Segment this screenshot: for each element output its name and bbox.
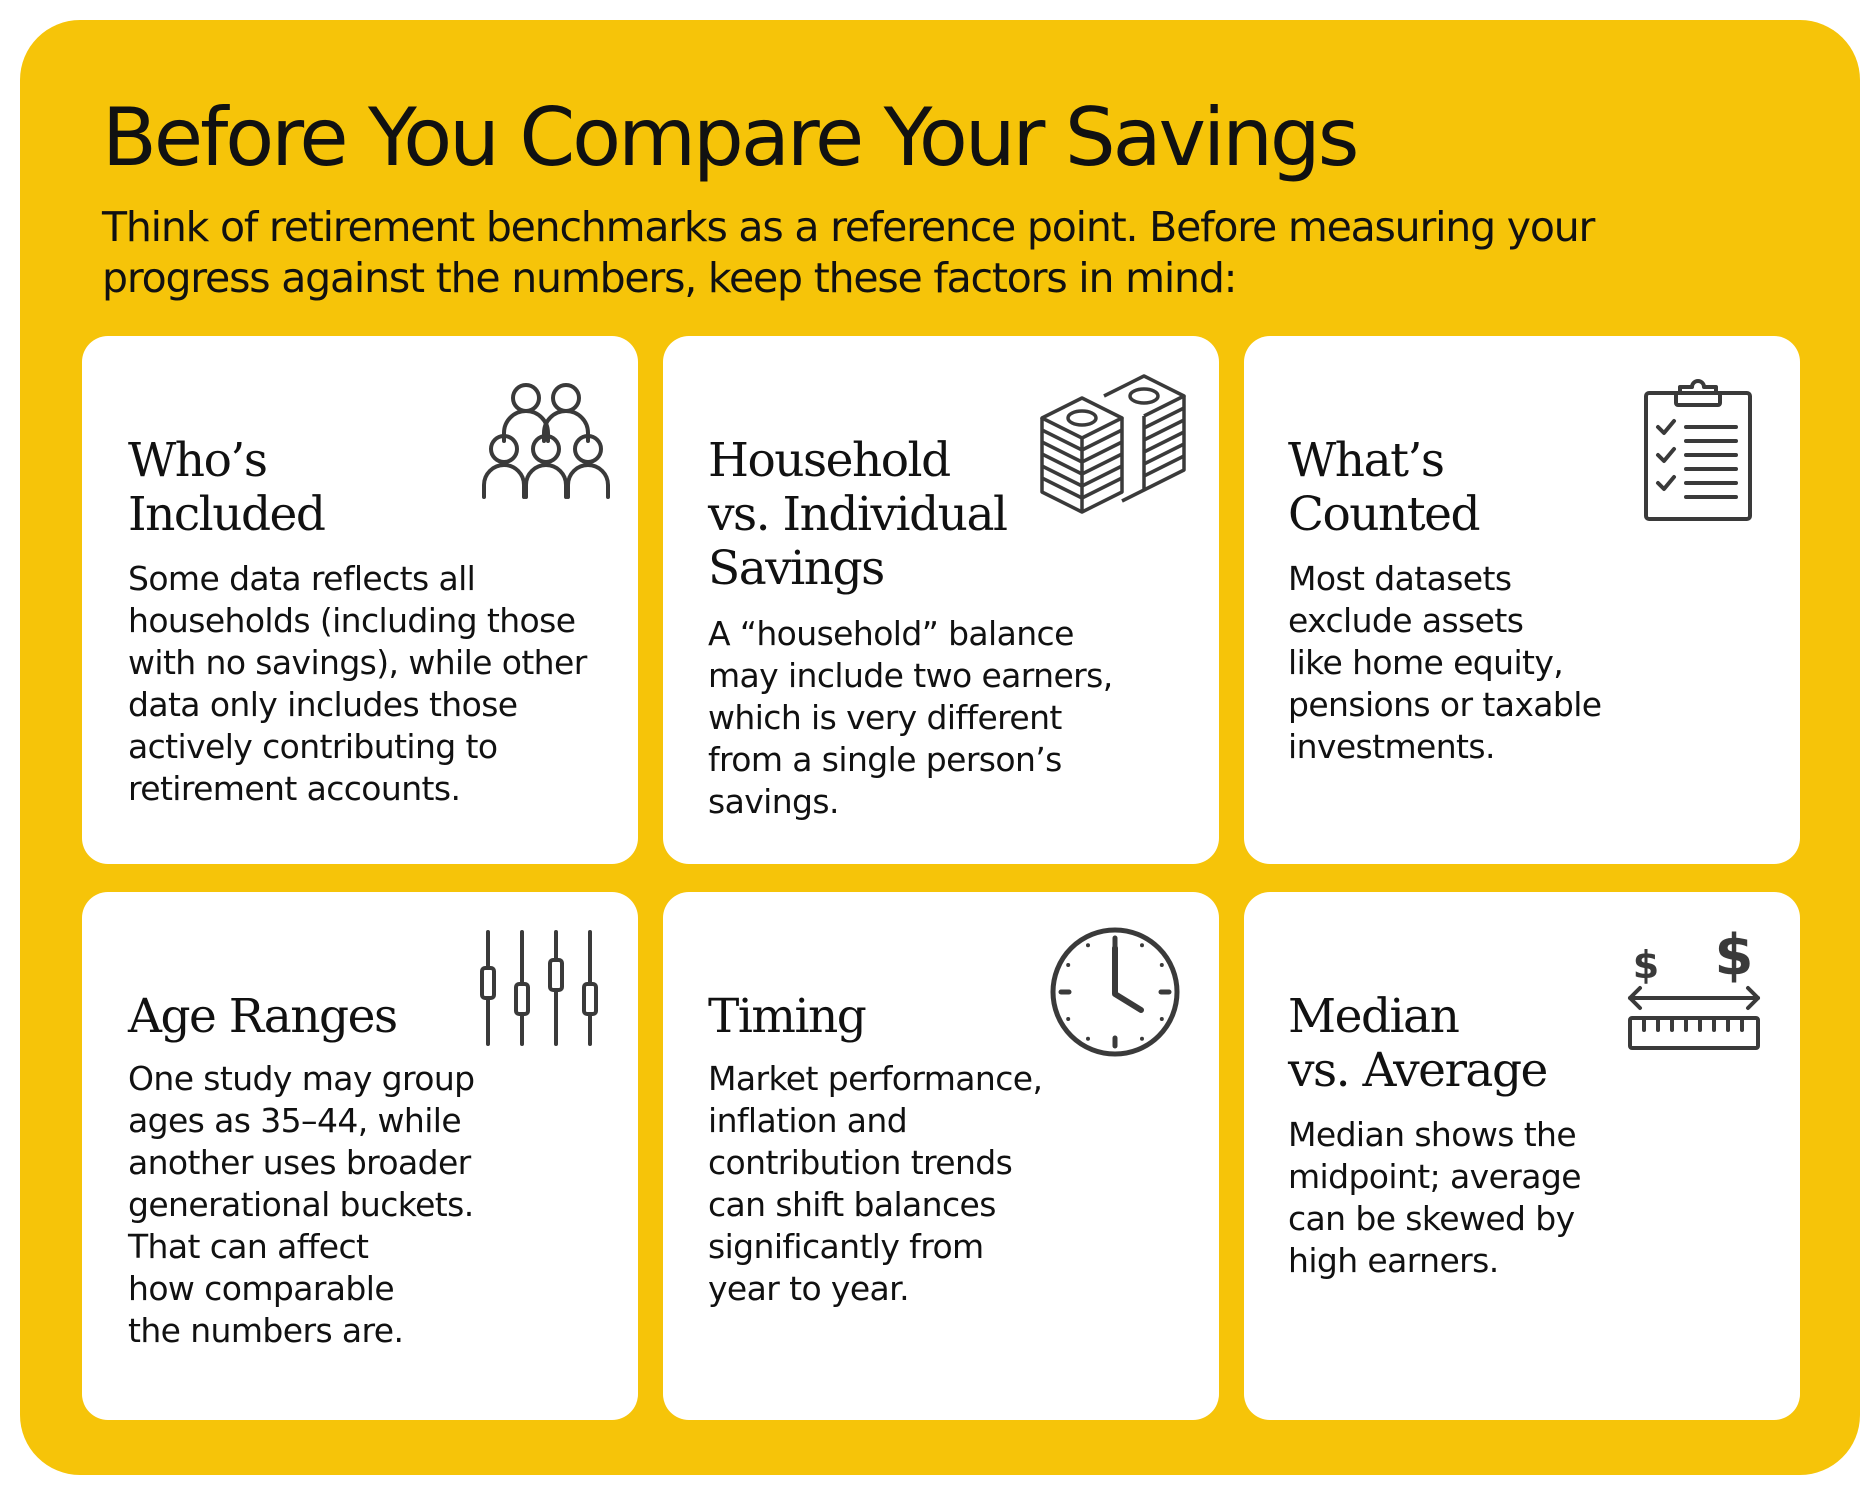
range-sliders-icon bbox=[474, 930, 606, 1046]
page-title: Before You Compare Your Savings bbox=[102, 91, 1357, 184]
card-body-line: significantly from bbox=[708, 1227, 984, 1266]
card-median-vs-average bbox=[1244, 892, 1800, 1420]
card-body-line: generational buckets. bbox=[128, 1185, 474, 1224]
card-body-line: Some data reflects all bbox=[128, 559, 476, 598]
card-body-line: inflation and bbox=[708, 1101, 908, 1140]
card-body-line: savings. bbox=[708, 782, 839, 821]
card-title-line: What’s bbox=[1288, 433, 1444, 488]
small-dollar-label: $ bbox=[1632, 943, 1660, 987]
card-body bbox=[1288, 558, 1602, 768]
clipboard-checklist-icon bbox=[1642, 379, 1754, 523]
card-body-line: Market performance, bbox=[708, 1059, 1043, 1098]
card-body-line: which is very different bbox=[708, 698, 1062, 737]
clock-icon bbox=[1049, 926, 1181, 1058]
card-body-line: how comparable bbox=[128, 1269, 395, 1308]
card-body-line: contribution trends bbox=[708, 1143, 1013, 1182]
card-body-line: Median shows the bbox=[1288, 1115, 1577, 1154]
card-body-line: from a single person’s bbox=[708, 740, 1062, 779]
card-whats-counted bbox=[1244, 336, 1800, 864]
card-body-line: A “household” balance bbox=[708, 614, 1074, 653]
card-title bbox=[708, 434, 1007, 596]
card-body bbox=[1288, 1114, 1581, 1282]
card-age-ranges bbox=[82, 892, 638, 1420]
card-timing bbox=[663, 892, 1219, 1420]
card-body bbox=[128, 558, 587, 810]
card-title bbox=[128, 434, 324, 542]
card-title-line: Median bbox=[1288, 989, 1459, 1044]
money-stack-icon bbox=[1038, 374, 1188, 514]
card-title-line: Timing bbox=[708, 989, 866, 1044]
card-title-line: vs. Average bbox=[1288, 1043, 1547, 1098]
card-title bbox=[708, 990, 865, 1044]
card-household-vs-individual bbox=[663, 336, 1219, 864]
card-body-line: the numbers are. bbox=[128, 1311, 404, 1350]
card-title-line: Counted bbox=[1288, 487, 1480, 542]
card-body-line: can be skewed by bbox=[1288, 1199, 1575, 1238]
card-body-line: actively contributing to bbox=[128, 727, 498, 766]
card-body-line: ages as 35–44, while bbox=[128, 1101, 462, 1140]
card-body bbox=[708, 613, 1113, 823]
card-whos-included bbox=[82, 336, 638, 864]
card-body-line: another uses broader bbox=[128, 1143, 471, 1182]
card-body-line: retirement accounts. bbox=[128, 769, 461, 808]
card-body-line: exclude assets bbox=[1288, 601, 1524, 640]
card-body-line: high earners. bbox=[1288, 1241, 1499, 1280]
card-body-line: That can affect bbox=[128, 1227, 369, 1266]
card-title bbox=[128, 990, 397, 1044]
people-group-icon bbox=[482, 381, 612, 501]
card-title bbox=[1288, 434, 1479, 542]
large-dollar-label: $ bbox=[1714, 926, 1754, 988]
card-body-line: year to year. bbox=[708, 1269, 910, 1308]
card-body-line: data only includes those bbox=[128, 685, 518, 724]
card-title-line: Savings bbox=[708, 541, 884, 596]
card-body-line: with no savings), while other bbox=[128, 643, 587, 682]
card-body bbox=[708, 1058, 1042, 1310]
card-body-line: like home equity, bbox=[1288, 643, 1564, 682]
card-body-line: One study may group bbox=[128, 1059, 475, 1098]
card-title-line: Included bbox=[128, 487, 325, 542]
card-title-line: Household bbox=[708, 433, 950, 488]
card-body-line: investments. bbox=[1288, 727, 1495, 766]
card-title bbox=[1288, 990, 1547, 1098]
card-title-line: Age Ranges bbox=[128, 989, 397, 1044]
card-body-line: Most datasets bbox=[1288, 559, 1512, 598]
card-title-line: Who’s bbox=[128, 433, 267, 488]
card-body-line: midpoint; average bbox=[1288, 1157, 1581, 1196]
card-body-line: households (including those bbox=[128, 601, 576, 640]
card-title-line: vs. Individual bbox=[708, 487, 1007, 542]
page-subtitle: Think of retirement benchmarks as a reference point. Before measuring your progress against the numbers, keep these factors in mind: bbox=[102, 203, 1595, 302]
card-body-line: may include two earners, bbox=[708, 656, 1113, 695]
card-body bbox=[128, 1058, 475, 1352]
card-body-line: can shift balances bbox=[708, 1185, 996, 1224]
card-body-line: pensions or taxable bbox=[1288, 685, 1602, 724]
dollar-ruler-icon bbox=[1624, 926, 1764, 1052]
